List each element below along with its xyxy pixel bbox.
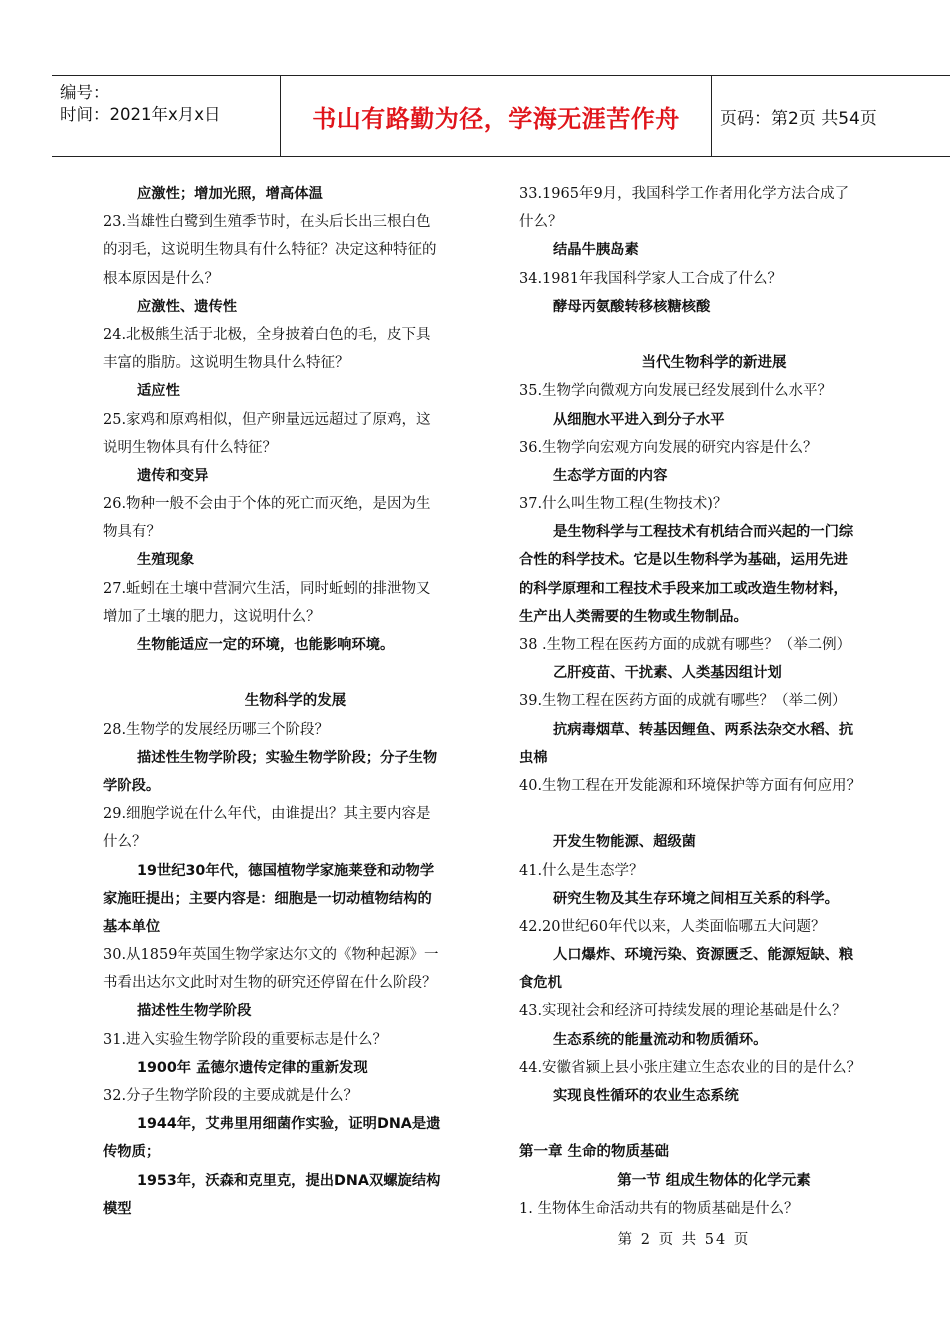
question-line: 35.生物学向微观方向发展已经发展到什么水平？ <box>519 383 833 400</box>
answer-line: 家施旺提出；主要内容是：细胞是一切动植物结构的 <box>103 890 432 907</box>
answer-line: 1944年，艾弗里用细菌作实验，证明DNA是遗 <box>137 1116 441 1133</box>
answer-line: 应激性、遗传性 <box>137 298 238 315</box>
answer-line: 研究生物及其生存环境之间相互关系的科学。 <box>553 890 839 907</box>
answer-line: 结晶牛胰岛素 <box>553 242 639 259</box>
question-line: 30.从1859年英国生物学家达尔文的《物种起源》一 <box>103 947 439 964</box>
spacer <box>519 1110 909 1138</box>
header-page-info: 页码：第2页 共54页 <box>720 108 877 129</box>
answer-line: 开发生物能源、超级菌 <box>553 834 696 851</box>
question-line: 42.20世纪60年代以来，人类面临哪五大问题？ <box>519 918 826 935</box>
question-line: 38 .生物工程在医药方面的成就有哪些？（举二例） <box>519 637 852 653</box>
question-line: 书看出达尔文此时对生物的研究还停留在什么阶段？ <box>103 975 437 992</box>
question-line: 33.1965年9月，我国科学工作者用化学方法合成了 <box>519 186 850 202</box>
answer-line: 描述性生物学阶段；实验生物学阶段；分子生物 <box>137 749 438 766</box>
answer-line: 传物质； <box>103 1144 161 1161</box>
question-line: 说明生物体具有什么特征？ <box>103 439 277 456</box>
question-line: 什么？ <box>519 214 563 231</box>
spacer <box>519 321 909 349</box>
question-line: 34.1981年我国科学家人工合成了什么？ <box>519 270 782 287</box>
answer-line: 酵母丙氨酸转移核糖核酸 <box>553 298 711 315</box>
answer-line: 应激性；增加光照，增高体温 <box>137 186 323 202</box>
document-time-label: 时间：2021年x月x日 <box>60 105 221 124</box>
page-header <box>52 75 950 157</box>
section-heading: 第一节 组成生物体的化学元素 <box>617 1172 811 1189</box>
answer-line: 19世纪30年代，德国植物学家施莱登和动物学 <box>137 862 435 879</box>
answer-line: 生产出人类需要的生物或生物制品。 <box>519 608 748 625</box>
spacer <box>103 659 488 687</box>
header-meta <box>60 82 280 126</box>
answer-line: 虫棉 <box>519 749 548 766</box>
answer-line: 人口爆炸、环境污染、资源匮乏、能源短缺、粮 <box>553 947 854 964</box>
question-line: 29.细胞学说在什么年代，由谁提出？其主要内容是 <box>103 806 431 823</box>
section-heading: 当代生物科学的新进展 <box>641 355 787 372</box>
question-line: 物具有？ <box>103 524 161 541</box>
answer-line: 生态学方面的内容 <box>553 467 668 484</box>
page-footer: 第 2 页 共 54 页 <box>617 1232 751 1248</box>
answer-line: 是生物科学与工程技术有机结合而兴起的一门综 <box>553 524 854 541</box>
question-line: 41.什么是生态学？ <box>519 862 644 879</box>
question-line: 44.安徽省颍上县小张庄建立生态农业的目的是什么？ <box>519 1059 862 1076</box>
question-line: 丰富的脂肪。这说明生物具什么特征？ <box>103 355 350 372</box>
question-line: 39.生物工程在医药方面的成就有哪些？（举二例） <box>519 693 847 710</box>
question-line: 37.什么叫生物工程(生物技术)？ <box>519 496 728 513</box>
answer-line: 抗病毒烟草、转基因鲤鱼、两系法杂交水稻、抗 <box>553 721 854 738</box>
question-line: 增加了土壤的肥力，这说明什么？ <box>103 608 321 625</box>
right-column <box>519 180 909 1223</box>
spacer <box>519 800 909 828</box>
question-line: 36.生物学向宏观方向发展的研究内容是什么？ <box>519 439 818 456</box>
question-line: 什么？ <box>103 834 147 851</box>
question-line: 23.当雄性白鹭到生殖季节时，在头后长出三根白色 <box>103 214 431 231</box>
question-line: 31.进入实验生物学阶段的重要标志是什么？ <box>103 1031 388 1048</box>
answer-line: 适应性 <box>137 383 180 400</box>
answer-line: 的科学原理和工程技术手段来加工或改造生物材料， <box>519 580 848 597</box>
answer-line: 食危机 <box>519 975 562 992</box>
answer-line: 乙肝疫苗、干扰素、人类基因组计划 <box>553 665 782 682</box>
question-line: 24.北极熊生活于北极，全身披着白色的毛，皮下具 <box>103 326 431 343</box>
answer-line: 1900年 孟德尔遗传定律的重新发现 <box>137 1059 368 1076</box>
question-line: 26.物种一般不会由于个体的死亡而灭绝，是因为生 <box>103 496 431 513</box>
question-line: 的羽毛，这说明生物具有什么特征？决定这种特征的 <box>103 242 437 259</box>
question-line: 28.生物学的发展经历哪三个阶段？ <box>103 721 330 738</box>
answer-line: 遗传和变异 <box>137 467 209 484</box>
question-line: 27.蚯蚓在土壤中营洞穴生活，同时蚯蚓的排泄物又 <box>103 580 431 597</box>
answer-line: 生物能适应一定的环境，也能影响环境。 <box>137 637 395 653</box>
answer-line: 基本单位 <box>103 918 161 935</box>
question-line: 25.家鸡和原鸡相似，但产卵量远远超过了原鸡，这 <box>103 411 431 428</box>
answer-line: 从细胞水平进入到分子水平 <box>553 411 725 428</box>
question-line: 32.分子生物学阶段的主要成就是什么？ <box>103 1088 359 1104</box>
section-heading: 生物科学的发展 <box>244 693 347 710</box>
answer-line: 实现良性循环的农业生态系统 <box>553 1088 739 1104</box>
chapter-heading: 第一章 生命的物质基础 <box>519 1144 670 1161</box>
answer-line: 1953年，沃森和克里克，提出DNA双螺旋结构 <box>137 1172 441 1189</box>
header-motto: 书山有路勤为径，学海无涯苦作舟 <box>280 76 712 156</box>
question-line: 40.生物工程在开发能源和环境保护等方面有何应用？ <box>519 777 862 794</box>
answer-line: 模型 <box>103 1200 132 1217</box>
question-line: 43.实现社会和经济可持续发展的理论基础是什么？ <box>519 1003 847 1020</box>
answer-line: 合性的科学技术。它是以生物科学为基础，运用先进 <box>519 552 848 569</box>
answer-line: 生殖现象 <box>137 552 195 569</box>
question-line: 根本原因是什么？ <box>103 270 219 287</box>
document-number-label: 编号： <box>60 83 110 102</box>
answer-line: 生态系统的能量流动和物质循环。 <box>553 1031 768 1048</box>
question-line: 1. 生物体生命活动共有的物质基础是什么？ <box>519 1200 799 1217</box>
answer-line: 描述性生物学阶段 <box>137 1003 252 1020</box>
left-column <box>103 180 488 1223</box>
answer-line: 学阶段。 <box>103 777 161 794</box>
